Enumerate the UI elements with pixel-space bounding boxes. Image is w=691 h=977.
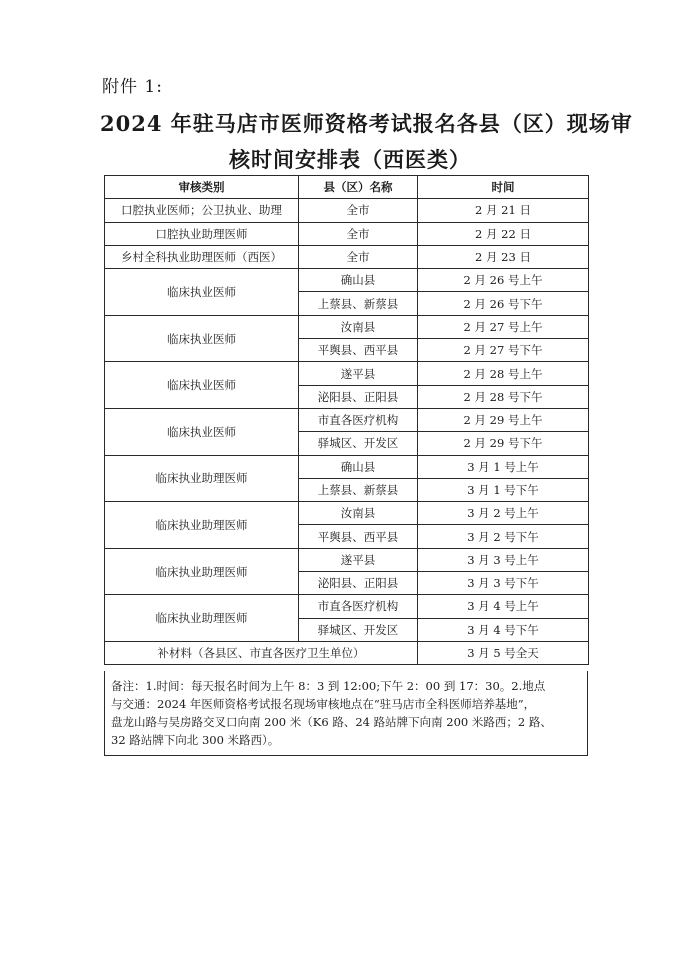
table-row: [105, 222, 589, 245]
time-cell: 3 月 4 号下午: [418, 618, 589, 641]
category-cell: 临床执业医师: [105, 408, 299, 455]
table-row: [105, 455, 589, 478]
area-cell: 全市: [299, 222, 418, 245]
area-cell: 确山县: [299, 455, 418, 478]
time-cell: 3 月 3 号上午: [418, 548, 589, 571]
time-cell: 2 月 29 号上午: [418, 408, 589, 431]
table-row: [105, 245, 589, 268]
time-cell: 3 月 3 号下午: [418, 572, 589, 595]
time-cell: 3 月 2 号下午: [418, 525, 589, 548]
time-cell: 2 月 27 号下午: [418, 339, 589, 362]
time-cell: 2 月 28 号上午: [418, 362, 589, 385]
notes-line: 备注：1.时间：每天报名时间为上午 8：3 到 12:00;下午 2：00 到 17：30。2.地点: [111, 679, 546, 693]
time-cell: 3 月 1 号上午: [418, 455, 589, 478]
time-cell: 3 月 4 号上午: [418, 595, 589, 618]
area-cell: 泌阳县、正阳县: [299, 572, 418, 595]
notes-line: 32 路站牌下向北 300 米路西）。: [111, 733, 280, 747]
notes-box: [104, 671, 588, 756]
time-cell: 2 月 29 号下午: [418, 432, 589, 455]
table-row: [105, 315, 589, 338]
area-cell: 平舆县、西平县: [299, 339, 418, 362]
table-row: [105, 595, 589, 618]
supplement-label-cell: 补材料（各县区、市直各医疗卫生单位）: [105, 641, 418, 664]
category-cell: 临床执业助理医师: [105, 548, 299, 595]
area-cell: 市直各医疗机构: [299, 595, 418, 618]
area-cell: 汝南县: [299, 502, 418, 525]
table-row: [105, 269, 589, 292]
area-cell: 遂平县: [299, 548, 418, 571]
area-cell: 汝南县: [299, 315, 418, 338]
category-cell: 口腔执业助理医师: [105, 222, 299, 245]
category-cell: 临床执业助理医师: [105, 595, 299, 642]
area-cell: 遂平县: [299, 362, 418, 385]
area-cell: 泌阳县、正阳县: [299, 385, 418, 408]
time-cell: 2 月 28 号下午: [418, 385, 589, 408]
title-line-2: 核时间安排表（西医类）: [229, 147, 471, 172]
table-header-row: [105, 176, 589, 199]
table-row: [105, 408, 589, 431]
area-cell: 驿城区、开发区: [299, 618, 418, 641]
category-cell: 临床执业医师: [105, 362, 299, 409]
title-line-1: 2024 年驻马店市医师资格考试报名各县（区）现场审: [100, 111, 633, 136]
column-header-area: 县（区）名称: [299, 176, 418, 199]
table-row: [105, 502, 589, 525]
category-cell: 临床执业助理医师: [105, 502, 299, 549]
notes-line: 与交通：2024 年医师资格考试报名现场审核地点在“驻马店市全科医师培养基地”，: [111, 697, 536, 711]
area-cell: 平舆县、西平县: [299, 525, 418, 548]
time-cell: 2 月 26 号上午: [418, 269, 589, 292]
time-cell: 2 月 21 日: [418, 199, 589, 222]
area-cell: 上蔡县、新蔡县: [299, 478, 418, 501]
area-cell: 确山县: [299, 269, 418, 292]
time-cell: 2 月 27 号上午: [418, 315, 589, 338]
area-cell: 全市: [299, 245, 418, 268]
time-cell: 3 月 1 号下午: [418, 478, 589, 501]
notes-line: 盘龙山路与吴房路交叉口向南 200 米（K6 路、24 路站牌下向南 200 米路西；2 路、: [111, 715, 552, 729]
table-row: [105, 548, 589, 571]
area-cell: 上蔡县、新蔡县: [299, 292, 418, 315]
time-cell: 2 月 22 日: [418, 222, 589, 245]
area-cell: 驿城区、开发区: [299, 432, 418, 455]
category-cell: 口腔执业医师；公卫执业、助理: [105, 199, 299, 222]
supplement-row: [105, 641, 589, 664]
category-cell: 临床执业助理医师: [105, 455, 299, 502]
schedule-table: [104, 175, 589, 665]
time-cell: 2 月 23 日: [418, 245, 589, 268]
attachment-label: 附件 1:: [102, 77, 163, 97]
category-cell: 临床执业医师: [105, 269, 299, 316]
time-cell: 3 月 5 号全天: [418, 641, 589, 664]
table-row: [105, 199, 589, 222]
table-row: [105, 362, 589, 385]
time-cell: 3 月 2 号上午: [418, 502, 589, 525]
time-cell: 2 月 26 号下午: [418, 292, 589, 315]
column-header-time: 时间: [418, 176, 589, 199]
page-title: [100, 106, 633, 178]
category-cell: 临床执业医师: [105, 315, 299, 362]
area-cell: 市直各医疗机构: [299, 408, 418, 431]
column-header-category: 审核类别: [105, 176, 299, 199]
category-cell: 乡村全科执业助理医师（西医）: [105, 245, 299, 268]
area-cell: 全市: [299, 199, 418, 222]
